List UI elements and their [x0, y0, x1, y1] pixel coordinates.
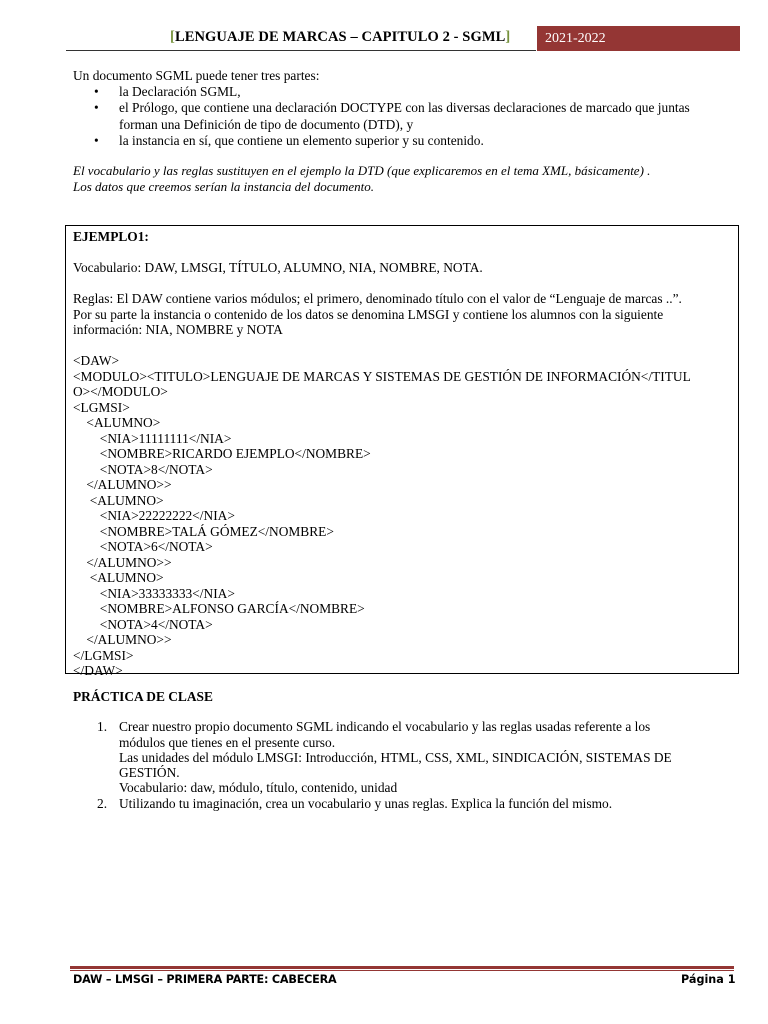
practice-title: PRÁCTICA DE CLASE	[73, 689, 213, 704]
code-line: <ALUMNO>	[73, 415, 161, 430]
example-code	[73, 353, 731, 679]
practice-section	[73, 689, 743, 811]
code-line: <NOMBRE>ALFONSO GARCÍA</NOMBRE>	[73, 601, 365, 616]
code-line: </LGMSI>	[73, 647, 134, 663]
practice-line: Crear nuestro propio documento SGML indicando el vocabulario y las reglas usadas referente a los	[119, 719, 651, 735]
code-line: </DAW>	[73, 663, 123, 678]
practice-line: Utilizando tu imaginación, crea un vocabulario y unas reglas. Explica la función del mismo.	[119, 795, 613, 811]
intro-bullet	[119, 100, 743, 132]
intro-bullet-text: el Prólogo, que contiene una declaración DOCTYPE con las diversas declaraciones de marcado que juntas	[119, 100, 690, 116]
code-line: <NIA>11111111</NIA>	[73, 430, 232, 446]
rules-line: Reglas: El DAW contiene varios módulos; el primero, denominado título con el valor de “Lenguaje de marcas ..”.	[73, 291, 682, 306]
header-title	[170, 29, 510, 46]
italic-note	[73, 163, 743, 195]
example-vocabulary: Vocabulario: DAW, LMSGI, TÍTULO, ALUMNO, NIA, NOMBRE, NOTA.	[73, 260, 483, 275]
code-line: <ALUMNO>	[73, 570, 164, 585]
practice-line: GESTIÓN.	[119, 765, 180, 781]
practice-line: módulos que tienes en el presente curso.	[119, 734, 336, 750]
code-line: <ALUMNO>	[73, 492, 164, 508]
practice-line: Las unidades del módulo LMSGI: Introducción, HTML, CSS, XML, SINDICACIÓN, SISTEMAS DE	[119, 749, 672, 765]
footer-left-text: DAW – LMSGI – PRIMERA PARTE: CABECERA	[73, 973, 337, 986]
rules-line: información: NIA, NOMBRE y NOTA	[73, 322, 283, 337]
page-number: Página 1	[681, 973, 736, 986]
practice-line: Vocabulario: daw, módulo, título, contenido, unidad	[119, 780, 398, 796]
intro-section	[73, 68, 743, 149]
code-line: <NOMBRE>TALÁ GÓMEZ</NOMBRE>	[73, 523, 334, 539]
intro-bullet-text-cont: forman una Definición de tipo de documento (DTD), y	[119, 116, 414, 132]
code-line: <DAW>	[73, 353, 120, 368]
intro-lead: Un documento SGML puede tener tres partes:	[73, 68, 320, 83]
footer-rule-thick	[70, 966, 734, 969]
practice-item	[97, 719, 743, 796]
header-bracket-open: [	[170, 29, 175, 45]
code-line: <LGMSI>	[73, 399, 130, 415]
code-line: <NOTA>8</NOTA>	[73, 461, 213, 477]
intro-bullet: • la instancia en sí, que contiene un elemento superior y su contenido.	[119, 133, 743, 149]
intro-bullet: • la Declaración SGML,	[119, 84, 743, 100]
code-line: <NOMBRE>RICARDO EJEMPLO</NOMBRE>	[73, 446, 371, 461]
rules-line: Por su parte la instancia o contenido de los datos se denomina LMSGI y contiene los alumnos con la siguiente	[73, 306, 664, 322]
header-rule	[66, 50, 536, 51]
code-line: </ALUMNO>>	[73, 477, 172, 492]
intro-list	[73, 84, 743, 149]
code-line: O></MODULO>	[73, 384, 168, 399]
header-bracket-close: ]	[505, 29, 511, 45]
example-box	[65, 225, 739, 678]
header-title-text: LENGUAJE DE MARCAS – CAPITULO 2 - SGML	[174, 29, 506, 45]
example-rules	[73, 291, 731, 338]
note-line: Los datos que creemos serían la instancia del documento.	[73, 179, 375, 194]
code-line: <NOTA>4</NOTA>	[73, 616, 213, 632]
year-badge: 2021-2022	[537, 26, 740, 51]
practice-item-number: 2.	[97, 795, 108, 811]
practice-list	[73, 719, 743, 811]
code-line: <MODULO><TITULO>LENGUAJE DE MARCAS Y SISTEMAS DE GESTIÓN DE INFORMACIÓN</TITUL	[73, 368, 691, 384]
code-line: <NIA>33333333</NIA>	[73, 585, 235, 601]
practice-item	[97, 795, 743, 811]
code-line: </ALUMNO>>	[73, 632, 172, 647]
practice-item-number: 1.	[97, 719, 108, 735]
code-line: <NIA>22222222</NIA>	[73, 508, 235, 523]
note-line: El vocabulario y las reglas sustituyen en el ejemplo la DTD (que explicaremos en el tema XML, básicamente) .	[73, 163, 651, 178]
code-line: <NOTA>6</NOTA>	[73, 539, 213, 554]
footer-rule-thin	[70, 970, 734, 971]
example-title: EJEMPLO1:	[73, 229, 149, 244]
code-line: </ALUMNO>>	[73, 554, 172, 570]
